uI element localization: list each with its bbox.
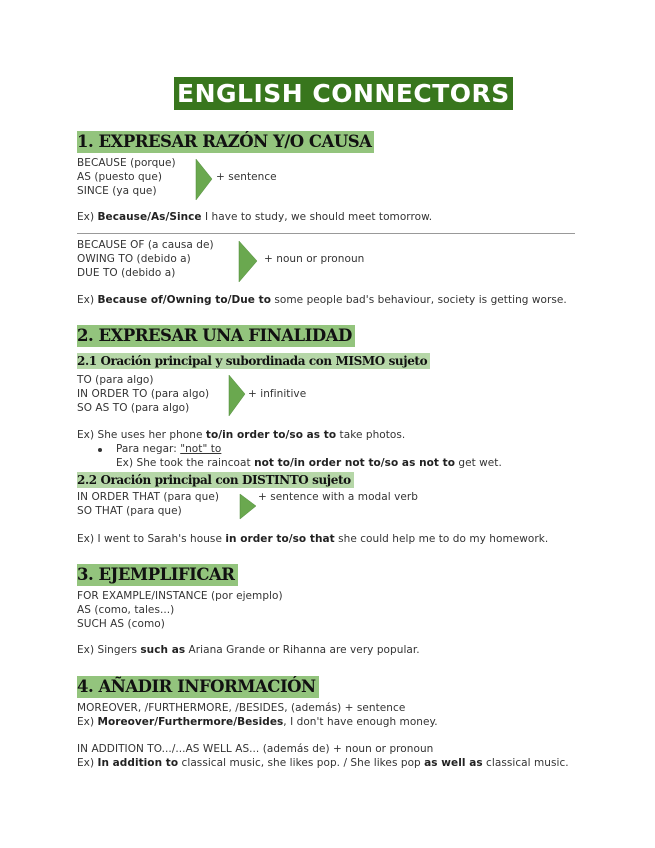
example-line: Ex) Because/As/Since I have to study, we should meet tomorrow. xyxy=(77,211,433,223)
connector-owing-to: OWING TO (debido a) xyxy=(77,253,191,265)
example-line: Ex) She took the raincoat not to/in order not to/so as not to get wet. xyxy=(116,457,502,469)
example-line: Ex) She uses her phone to/in order to/so as to take photos. xyxy=(77,429,406,441)
connector-because: BECAUSE (porque) xyxy=(77,157,176,169)
connector-moreover: MOREOVER, /FURTHERMORE, /BESIDES, (además) + sentence xyxy=(77,702,406,714)
arrow-triangle-icon xyxy=(194,158,214,202)
example-line: Ex) Singers such as Ariana Grande or Rihanna are very popular. xyxy=(77,644,420,656)
connector-in-order-that: IN ORDER THAT (para que) xyxy=(77,491,220,503)
connector-in-order-to: IN ORDER TO (para algo) xyxy=(77,388,210,400)
connector-as: AS (puesto que) xyxy=(77,171,163,183)
connector-because-of: BECAUSE OF (a causa de) xyxy=(77,239,214,251)
divider xyxy=(77,233,575,234)
example-line: Ex) I went to Sarah's house in order to/so that she could help me to do my homework. xyxy=(77,533,549,545)
section-heading-3: 3. EJEMPLIFICAR xyxy=(77,564,238,586)
arrow-triangle-icon xyxy=(238,493,258,521)
subheading-2-2: 2.2 Oración principal con DISTINTO sujeto xyxy=(77,472,354,488)
arrow-triangle-icon xyxy=(227,374,247,418)
connector-such-as: SUCH AS (como) xyxy=(77,618,165,630)
connector-in-addition-to: IN ADDITION TO.../...AS WELL AS... (además de) + noun or pronoun xyxy=(77,743,434,755)
group-note: + sentence with a modal verb xyxy=(258,491,418,503)
subheading-2-1: 2.1 Oración principal y subordinada con MISMO sujeto xyxy=(77,353,430,369)
group-note: + infinitive xyxy=(248,388,307,400)
connector-so-as-to: SO AS TO (para algo) xyxy=(77,402,190,414)
connector-to: TO (para algo) xyxy=(77,374,154,386)
bullet-dot xyxy=(98,448,102,452)
section-heading-1: 1. EXPRESAR RAZÓN Y/O CAUSA xyxy=(77,131,374,153)
arrow-triangle-icon xyxy=(237,240,259,284)
connector-since: SINCE (ya que) xyxy=(77,185,157,197)
connector-as: AS (como, tales...) xyxy=(77,604,175,616)
section-heading-2: 2. EXPRESAR UNA FINALIDAD xyxy=(77,325,355,347)
connector-due-to: DUE TO (debido a) xyxy=(77,267,176,279)
connector-so-that: SO THAT (para que) xyxy=(77,505,182,517)
section-heading-4: 4. AÑADIR INFORMACIÓN xyxy=(77,676,319,698)
example-line: Ex) Because of/Owning to/Due to some people bad's behaviour, society is getting worse. xyxy=(77,294,567,306)
connector-for-example: FOR EXAMPLE/INSTANCE (por ejemplo) xyxy=(77,590,283,602)
example-line: Ex) In addition to classical music, she likes pop. / She likes pop as well as classical music. xyxy=(77,757,569,769)
negate-note: Para negar: "not" to xyxy=(116,443,222,455)
group-note: + noun or pronoun xyxy=(264,253,365,265)
page-title: ENGLISH CONNECTORS xyxy=(174,77,513,110)
group-note: + sentence xyxy=(216,171,277,183)
example-line: Ex) Moreover/Furthermore/Besides, I don't have enough money. xyxy=(77,716,438,728)
